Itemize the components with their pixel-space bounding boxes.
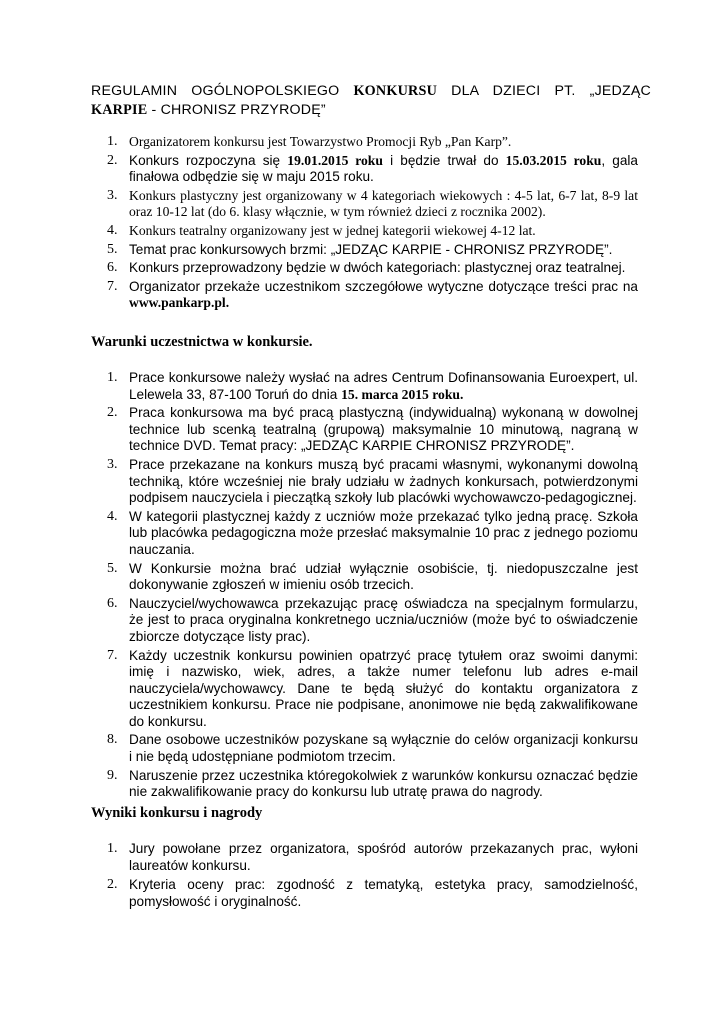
list-item: 3. Konkurs plastyczny jest organizowany w 4 kategoriach wiekowych : 4-5 lat, 6-7 lat, 8-9 lat oraz 10-12 lat (do 6. klasy włącznie, w tym również dzieci z rocznika 2002). <box>107 187 638 220</box>
results-list <box>91 841 638 913</box>
list-item: 7. Organizator przekaże uczestnikom szczegółowe wytyczne dotyczące treści prac na www.pankarp.pl. <box>107 278 638 311</box>
list-item: 4. W kategorii plastycznej każdy z uczniów może przekazać tylko jedną pracę. Szkoła lub placówka pedagogiczna może przesłać maksymalnie 10 prac z jednego poziomu nauczania. <box>107 508 638 557</box>
list-item: 2. Praca konkursowa ma być pracą plastyczną (indywidualną) wykonaną w dowolnej technice lub scenką teatralną (grupową) maksymalnie 10 minutową, nagraną w technice DVD. Temat pracy: „JEDZĄC KARPIE CHRONISZ PRZYRODĘ”. <box>107 405 638 454</box>
list-item: 2. Konkurs rozpoczyna się 19.01.2015 roku i będzie trwał do 15.03.2015 roku, gala finałowa odbędzie się w maju 2015 roku. <box>107 152 638 185</box>
list-item: 9. Naruszenie przez uczestnika któregokolwiek z warunków konkursu oznaczać będzie nie zakwalifikowanie pracy do konkursu lub utratę prawa do nagrody. <box>107 767 638 800</box>
title-text-1: REGULAMIN OGÓLNOPOLSKIEGO <box>91 83 354 99</box>
general-rules-list <box>91 134 638 314</box>
list-item: 2. Kryteria oceny prac: zgodność z tematyką, estetyka pracy, samodzielność, pomysłowość i oryginalność. <box>107 877 638 909</box>
document-title <box>91 82 651 120</box>
list-item: 5. Temat prac konkursowych brzmi: „JEDZĄC KARPIE - CHRONISZ PRZYRODĘ”. <box>107 241 613 257</box>
title-text-2: DLA DZIECI PT. „JEDZĄC <box>437 83 651 99</box>
list-item: 7. Każdy uczestnik konkursu powinien opatrzyć pracę tytułem oraz swoimi danymi: imię i nazwisko, wiek, adres, a także numer telefonu lub adres e-mail nauczyciela/wychowawcy. Dane te będą służyć do kontaktu organizatora z uczestnikiem konkursu. Prace nie podpisane, anonimowe nie będą zakwalifikowane do konkursu. <box>107 647 638 729</box>
title-text-3: - CHRONISZ PRZYRODĘ” <box>147 102 326 118</box>
list-item: 1. Prace konkursowe należy wysłać na adres Centrum Dofinansowania Euroexpert, ul. Lelewela 33, 87-100 Toruń do dnia 15. marca 2015 roku. <box>107 370 638 402</box>
list-item: 5. W Konkursie można brać udział wyłącznie osobiście, tj. niedopuszczalne jest dokonywanie zgłoszeń w imieniu osób trzecich. <box>107 560 638 593</box>
title-bold-1: KONKURSU <box>353 83 438 99</box>
list-item: 1. Organizatorem konkursu jest Towarzystwo Promocji Ryb „Pan Karp”. <box>107 134 512 149</box>
section-heading-conditions: Warunki uczestnictwa w konkursie. <box>91 334 313 350</box>
list-item: 3. Prace przekazane na konkurs muszą być pracami własnymi, wykonanymi dowolną techniką, które wcześniej nie brały udziału w żadnych konkursach, potwierdzonymi podpisem nauczyciela i pieczątką szkoły lub placówki wychowawczo-pedagogicznej. <box>107 456 638 506</box>
list-item: 1. Jury powołane przez organizatora, spośród autorów przekazanych prac, wyłoni laureatów konkursu. <box>107 841 638 873</box>
list-item: 8. Dane osobowe uczestników pozyskane są wyłącznie do celów organizacji konkursu i nie będą udostępniane podmiotom trzecim. <box>107 732 638 765</box>
title-bold-2: KARPIE <box>91 102 148 118</box>
list-item: 6. Nauczyciel/wychowawca przekazując pracę oświadcza na specjalnym formularzu, że jest to praca oryginalna konkretnego ucznia/uczniów (może być to oświadczenie zbiorcze dotyczące listy prac). <box>107 595 638 644</box>
list-item: 6. Konkurs przeprowadzony będzie w dwóch kategoriach: plastycznej oraz teatralnej. <box>107 260 626 276</box>
website-link[interactable]: www.pankarp.pl. <box>129 295 230 311</box>
section-heading-results: Wyniki konkursu i nagrody <box>91 805 263 821</box>
conditions-list <box>91 370 638 803</box>
list-item: 4. Konkurs teatralny organizowany jest w jednej kategorii wiekowej 4-12 lat. <box>107 222 536 238</box>
